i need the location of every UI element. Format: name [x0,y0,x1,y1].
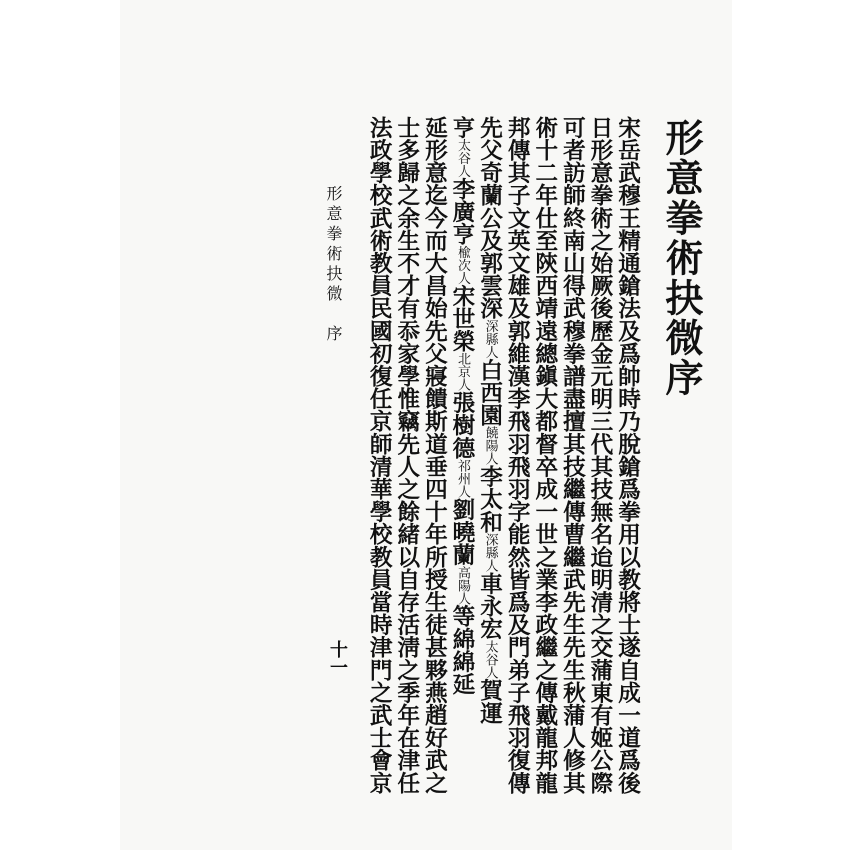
text-column [423,116,446,794]
text-run: 術十二年仕至陝西靖遠總鎭大都督卒成一世之業李政繼之傳戴龍邦龍 [531,116,558,794]
text-run: 日形意拳術之始厥後歷金元明三代其技無名迨明清之交蒲東有姬公際 [586,116,613,794]
text-run: 李太和 [476,465,503,534]
inline-annotation: 高陽人 [454,565,470,605]
inline-annotation: 祁州人 [454,459,470,499]
text-run: 李廣亨 [448,177,475,246]
text-run: 邦傳其子文英文雄及郭維漢李飛羽飛羽字能然皆爲及門弟子飛羽復傳 [504,116,531,794]
text-column [561,116,584,794]
inline-annotation: 楡次人 [454,245,470,285]
text-run: 劉曉蘭 [448,498,475,566]
text-run: 等綿綿延 [448,604,475,696]
text-column [588,116,611,794]
text-run: 白西園 [476,358,503,427]
text-run: 延形意迄今而大昌始先父寢饋斯道垂四十年所授生徒甚夥燕趙好武之 [421,116,448,794]
document-page [120,0,732,850]
text-column [478,116,501,724]
text-column [368,116,391,794]
text-column [533,116,556,794]
inline-annotation: 饒陽人 [482,426,498,466]
text-run: 士多歸之余生不才有忝家學惟竊先人之餘緒以自存活淸之季年在津任 [393,116,420,794]
inline-annotation: 深縣人 [482,533,498,573]
text-run: 法政學校武術教員民國初復任京師清華學校教員當時津門之武士會京 [366,116,393,794]
running-head: 形意拳術抉微 序 [324,185,343,345]
inline-annotation: 深縣人 [482,319,498,359]
page-title: 形意拳術抉微序 [659,118,704,398]
text-run: 車永宏 [476,572,503,640]
inline-annotation: 太谷人 [454,138,470,178]
text-column [450,116,473,695]
inline-annotation: 北京人 [454,352,470,392]
text-run: 宋岳武穆王精通鎗法及爲帥時乃脫鎗爲拳用以教將士遂自成一道爲後 [614,116,641,794]
text-run: 張樹德 [448,391,475,460]
text-column [506,116,529,794]
inline-annotation: 太谷人 [482,639,498,679]
text-column [616,116,639,794]
text-run: 先父奇蘭公及郭雲深 [476,116,503,320]
text-run: 可者訪師終南山得武穆拳譜盡擅其技繼傳曹繼武先生先生秋蒲人修其 [559,116,586,794]
page-number: 十一 [327,640,348,676]
text-run: 賀運 [476,678,503,725]
text-run: 宋世榮 [448,284,475,353]
text-run: 亨 [448,116,475,139]
text-column [395,116,418,794]
